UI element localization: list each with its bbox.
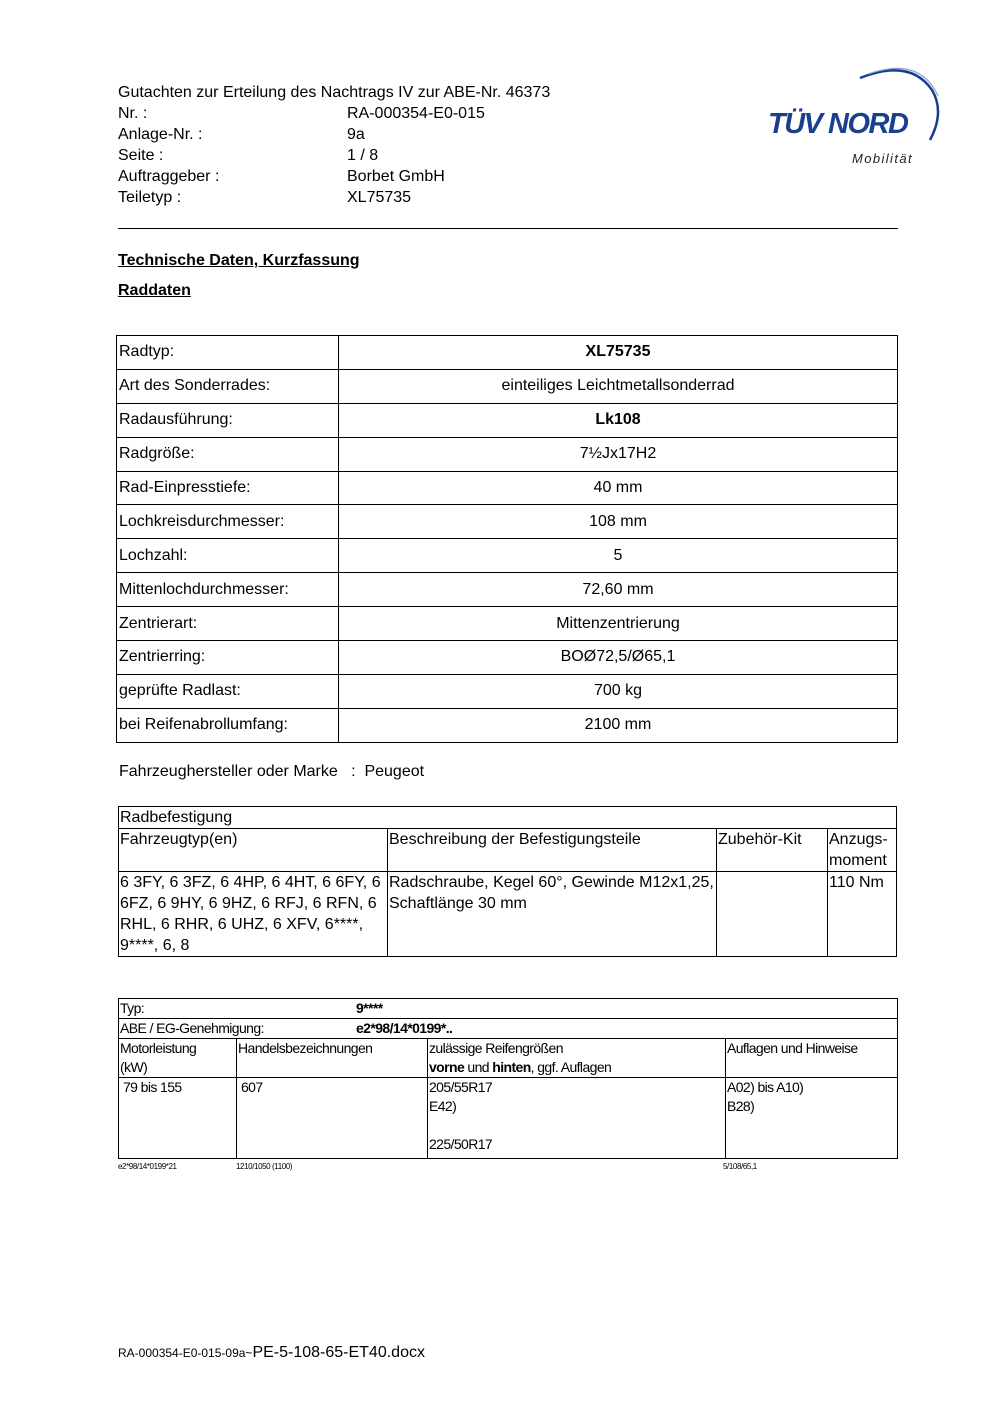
wheel-data-label: Mittenlochdurchmesser: [117, 573, 339, 607]
header-divider [118, 228, 898, 229]
maker-label: Fahrzeughersteller oder Marke [119, 763, 338, 780]
maker-value: Peugeot [364, 763, 425, 780]
wheel-data-label: Radausführung: [117, 403, 339, 437]
wheel-data-table [116, 335, 898, 743]
abe-row [119, 1019, 898, 1039]
wheel-data-row [117, 708, 898, 742]
wheel-data-label: Rad-Einpresstiefe: [117, 471, 339, 505]
tyre-size-2: 225/50R17 [429, 1136, 493, 1152]
wheel-data-row [117, 369, 898, 403]
wheel-data-label: geprüfte Radlast: [117, 674, 339, 708]
wheel-fixing-table [118, 806, 897, 957]
section-title-technical: Technische Daten, Kurzfassung [118, 252, 360, 269]
fixing-title-row [119, 807, 897, 829]
wheel-data-label: Radtyp: [117, 336, 339, 370]
typ-value: 9**** [356, 1000, 383, 1016]
header-row-nr: Nr. : RA-000354-E0-015 [118, 105, 485, 122]
fixing-header-row [119, 829, 897, 872]
footnote-pcd: 5/108/65,1 [723, 1162, 757, 1171]
tyre-note-1: E42) [429, 1098, 457, 1114]
fixing-desc: Radschraube, Kegel 60°, Gewinde M12x1,25, Schaftlänge 30 mm [388, 872, 717, 957]
wheel-data-value: Lk108 [339, 403, 898, 437]
header-power: Motorleistung (kW) [119, 1039, 237, 1078]
typ-label: Typ: [120, 1000, 145, 1016]
type-data-row [119, 1078, 898, 1159]
wheel-data-value: 5 [339, 539, 898, 573]
fixing-data-row [119, 872, 897, 957]
wheel-data-value: Mittenzentrierung [339, 607, 898, 641]
document-title: Gutachten zur Erteilung des Nachtrags IV zur ABE-Nr. 46373 [118, 84, 551, 101]
wheel-data-row [117, 505, 898, 539]
logo-subtitle: Mobilität [851, 151, 913, 166]
header-row-teiletyp: Teiletyp : XL75735 [118, 189, 412, 206]
footnote-approval: e2*98/14*0199*21 [118, 1162, 177, 1171]
header-notes: Auflagen und Hinweise [726, 1039, 898, 1078]
fixing-header-desc: Beschreibung der Befestigungsteile [388, 829, 717, 872]
section-title-raddaten: Raddaten [118, 282, 191, 299]
tyre-size-1: 205/55R17 [429, 1079, 493, 1095]
wheel-data-label: Radgröße: [117, 437, 339, 471]
cell-notes: A02) bis A10) B28) [726, 1078, 898, 1159]
wheel-data-label: Art des Sonderrades: [117, 369, 339, 403]
wheel-data-row [117, 641, 898, 675]
wheel-data-value: 2100 mm [339, 708, 898, 742]
fixing-header-types: Fahrzeugtyp(en) [119, 829, 388, 872]
fixing-torque: 110 Nm [828, 872, 897, 957]
wheel-data-label: bei Reifenabrollumfang: [117, 708, 339, 742]
wheel-data-row [117, 674, 898, 708]
wheel-data-row [117, 539, 898, 573]
footnote-weights: 1210/1050 (1100) [236, 1162, 293, 1171]
wheel-data-row [117, 573, 898, 607]
fixing-types: 6 3FY, 6 3FZ, 6 4HP, 6 4HT, 6 6FY, 6 6FZ, 6 9HY, 6 9HZ, 6 RFJ, 6 RFN, 6 RHL, 6 RHR, 6 UHZ, 6 XFV, 6****, 9****, 6, 8 [119, 872, 388, 957]
abe-label: ABE / EG-Genehmigung: [120, 1020, 264, 1036]
header-trade-names: Handelsbezeichnungen [237, 1039, 428, 1078]
wheel-data-label: Zentrierring: [117, 641, 339, 675]
typ-row [119, 999, 898, 1019]
cell-power: 79 bis 155 [119, 1078, 237, 1159]
wheel-data-value: 40 mm [339, 471, 898, 505]
wheel-data-value: XL75735 [339, 336, 898, 370]
file-name-footer: RA-000354-E0-015-09a~PE-5-108-65-ET40.docx [118, 1344, 425, 1361]
wheel-data-value: 72,60 mm [339, 573, 898, 607]
fixing-title: Radbefestigung [119, 807, 897, 829]
wheel-data-row [117, 403, 898, 437]
wheel-data-label: Lochkreisdurchmesser: [117, 505, 339, 539]
wheel-data-row [117, 336, 898, 370]
type-header-row [119, 1039, 898, 1078]
wheel-data-value: einteiliges Leichtmetallsonderrad [339, 369, 898, 403]
wheel-data-row [117, 607, 898, 641]
wheel-data-row [117, 471, 898, 505]
header-tyres: zulässige Reifengrößen vorne und hinten, ggf. Auflagen [428, 1039, 726, 1078]
tuev-nord-logo [760, 60, 945, 170]
wheel-data-label: Lochzahl: [117, 539, 339, 573]
document-header [118, 82, 550, 208]
header-row-anlage: Anlage-Nr. : 9a [118, 126, 365, 143]
fixing-header-torque: Anzugs- moment [828, 829, 897, 872]
vehicle-maker-line [119, 763, 424, 781]
wheel-data-label: Zentrierart: [117, 607, 339, 641]
fixing-header-kit: Zubehör-Kit [717, 829, 828, 872]
fixing-kit [717, 872, 828, 957]
header-row-auftraggeber: Auftraggeber : Borbet GmbH [118, 168, 445, 185]
wheel-data-value: 108 mm [339, 505, 898, 539]
header-row-seite: Seite : 1 / 8 [118, 147, 379, 164]
wheel-data-value: BOØ72,5/Ø65,1 [339, 641, 898, 675]
type-approval-table [118, 998, 898, 1159]
cell-trade: 607 [237, 1078, 428, 1159]
cell-tyres [428, 1078, 726, 1159]
wheel-data-row [117, 437, 898, 471]
logo-wordmark: TÜV NORD [768, 108, 908, 140]
wheel-data-value: 7½Jx17H2 [339, 437, 898, 471]
wheel-data-value: 700 kg [339, 674, 898, 708]
abe-value: e2*98/14*0199*.. [356, 1020, 453, 1036]
maker-sep: : [351, 763, 356, 780]
